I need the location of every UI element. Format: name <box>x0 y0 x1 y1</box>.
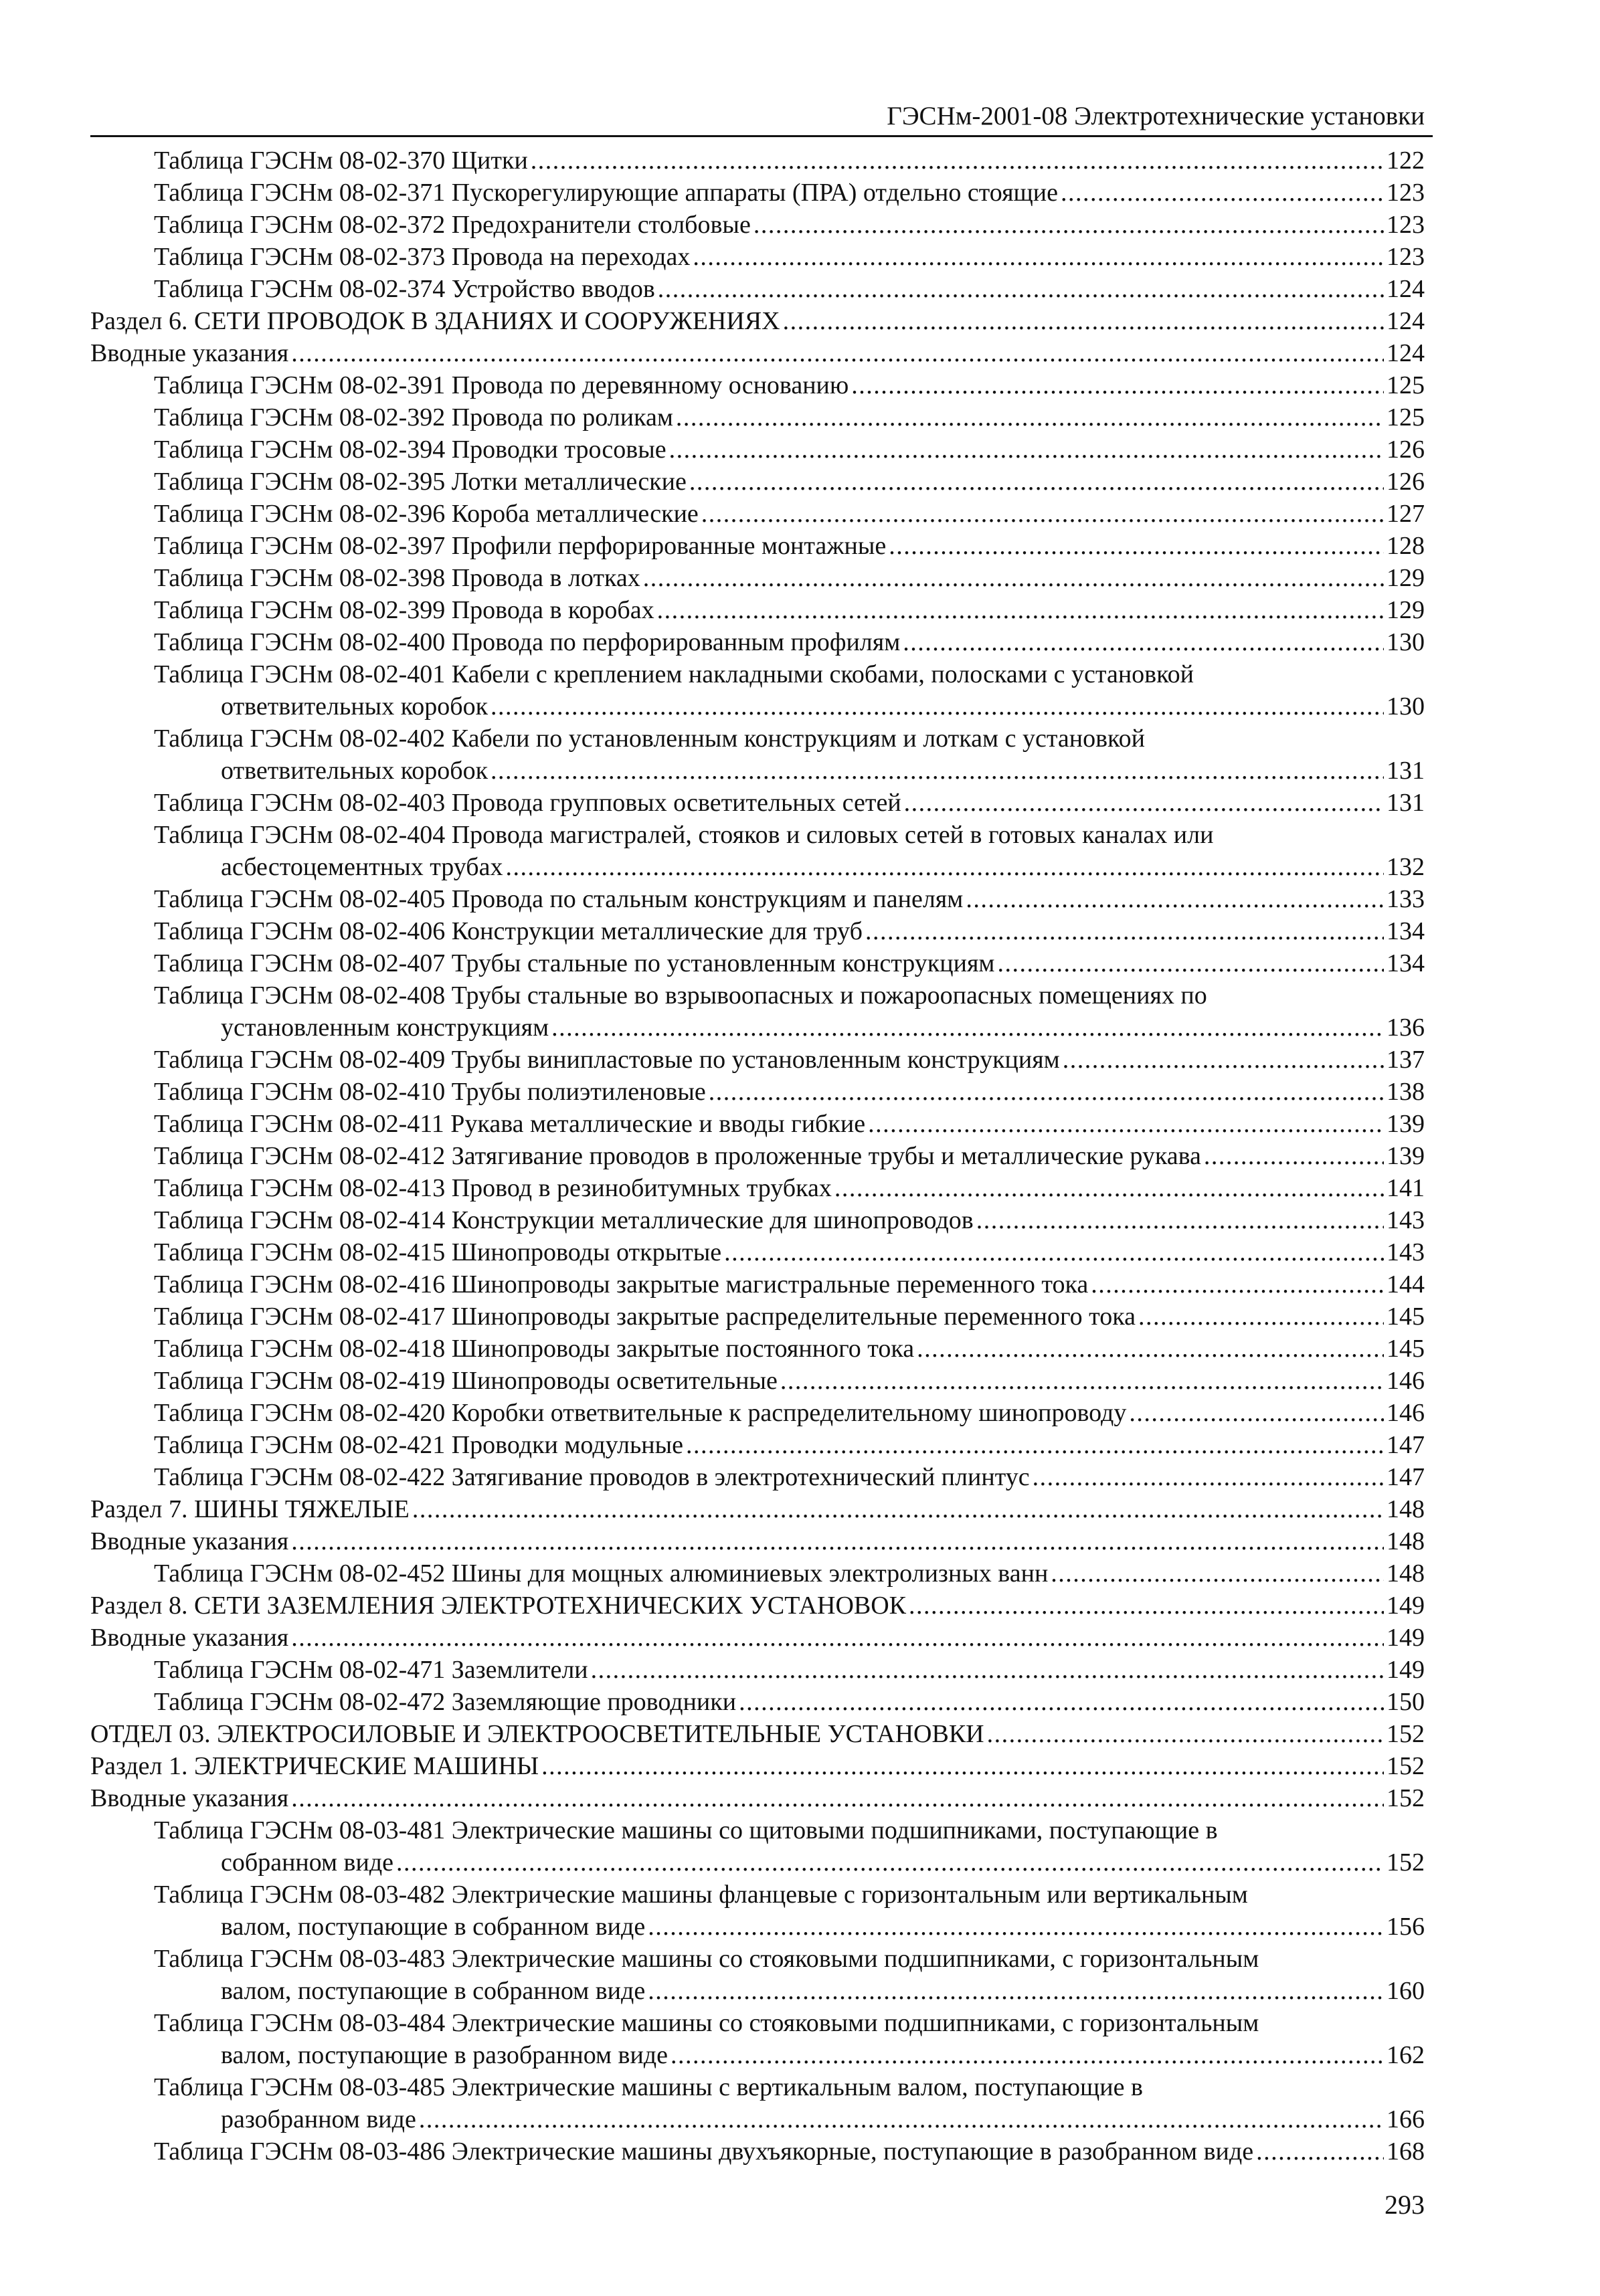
toc-entry-title: Таблица ГЭСНм 08-02-400 Провода по перфорированным профилям <box>154 628 901 656</box>
toc-entry <box>0 305 1600 337</box>
toc-entry-page-number: 126 <box>1387 436 1425 464</box>
toc-entry <box>0 1076 1600 1108</box>
dot-leader <box>506 851 1384 883</box>
dot-leader <box>1091 1268 1384 1301</box>
dot-leader <box>291 1622 1384 1654</box>
toc-entry <box>0 1493 1600 1525</box>
dot-leader <box>724 1236 1384 1268</box>
dot-leader <box>689 466 1384 498</box>
toc-entry <box>0 1172 1600 1204</box>
dot-leader <box>531 145 1384 177</box>
toc-entry-page-number: 130 <box>1387 628 1425 656</box>
toc-entry-title: Таблица ГЭСНм 08-02-399 Провода в коробах <box>154 596 654 624</box>
dot-leader <box>1051 1557 1384 1590</box>
dot-leader <box>987 1718 1384 1750</box>
toc-entry <box>0 145 1600 177</box>
toc-entry <box>0 2007 1600 2071</box>
toc-entry-page-number: 134 <box>1387 949 1425 977</box>
toc-entry-page-number: 139 <box>1387 1142 1425 1170</box>
toc-entry <box>0 177 1600 209</box>
toc-entry-title-continuation: ответвительных коробок <box>221 692 488 721</box>
toc-entry <box>0 562 1600 594</box>
toc-entry-page-number: 137 <box>1387 1046 1425 1074</box>
dot-leader <box>909 1590 1384 1622</box>
toc-entry-title: Таблица ГЭСНм 08-03-485 Электрические машины с вертикальным валом, поступающие в <box>154 2073 1143 2101</box>
dot-leader <box>591 1654 1384 1686</box>
dot-leader <box>1138 1301 1384 1333</box>
toc-entry-title: Таблица ГЭСНм 08-02-406 Конструкции металлические для труб <box>154 917 863 945</box>
toc-entry-page-number: 131 <box>1387 757 1425 785</box>
toc-entry <box>0 979 1600 1044</box>
dot-leader <box>491 755 1384 787</box>
toc-entry-title: Таблица ГЭСНм 08-02-413 Провод в резинобитумных трубках <box>154 1174 832 1202</box>
toc-entry-page-number: 149 <box>1387 1656 1425 1684</box>
dot-leader <box>1033 1461 1384 1493</box>
toc-entry <box>0 1429 1600 1461</box>
toc-entry-title: Таблица ГЭСНм 08-02-398 Провода в лотках <box>154 564 640 592</box>
toc-entry-page-number: 122 <box>1387 147 1425 175</box>
toc-entry <box>0 466 1600 498</box>
running-head: ГЭСНм-2001-08 Электротехнические установки <box>887 102 1425 130</box>
toc-entry-title: Вводные указания <box>90 1527 289 1555</box>
toc-entry <box>0 1108 1600 1140</box>
dot-leader <box>1129 1397 1384 1429</box>
toc-entry <box>0 1686 1600 1718</box>
toc-entry-title: Таблица ГЭСНм 08-03-483 Электрические машины со стояковыми подшипниками, с горизонтальным <box>154 1945 1259 1973</box>
toc-entry <box>0 498 1600 530</box>
toc-entry <box>0 1879 1600 1943</box>
toc-entry-title: Таблица ГЭСНм 08-02-472 Заземляющие проводники <box>154 1688 737 1716</box>
toc-entry-page-number: 148 <box>1387 1527 1425 1555</box>
toc-entry-title: Таблица ГЭСНм 08-02-405 Провода по стальным конструкциям и панелям <box>154 885 964 913</box>
toc-entry-title: Таблица ГЭСНм 08-02-373 Провода на переходах <box>154 243 691 271</box>
dot-leader <box>701 498 1384 530</box>
toc-entry <box>0 1333 1600 1365</box>
toc-entry-title: Таблица ГЭСНм 08-02-402 Кабели по установленным конструкциям и лоткам с установкой <box>154 725 1145 753</box>
toc-entry-title: Таблица ГЭСНм 08-03-482 Электрические машины фланцевые с горизонтальным или вертикальным <box>154 1881 1248 1909</box>
toc-entry-title: Таблица ГЭСНм 08-02-397 Профили перфорированные монтажные <box>154 532 887 560</box>
dot-leader <box>889 530 1384 562</box>
toc-entry-page-number: 152 <box>1387 1848 1425 1877</box>
toc-entry <box>0 1268 1600 1301</box>
toc-entry-title-continuation: валом, поступающие в собранном виде <box>221 1913 646 1941</box>
dot-leader <box>671 2039 1384 2071</box>
toc-entry-page-number: 138 <box>1387 1078 1425 1106</box>
toc-entry-title: Раздел 7. ШИНЫ ТЯЖЕЛЫЕ <box>90 1495 410 1523</box>
toc-entry-page-number: 125 <box>1387 371 1425 399</box>
toc-entry-page-number: 124 <box>1387 339 1425 367</box>
dot-leader <box>291 337 1384 369</box>
dot-leader <box>291 1782 1384 1814</box>
toc-entry <box>0 1140 1600 1172</box>
toc-entry <box>0 947 1600 979</box>
toc-entry <box>0 1590 1600 1622</box>
toc-entry-title: Таблица ГЭСНм 08-02-411 Рукава металлические и вводы гибкие <box>154 1110 866 1138</box>
dot-leader <box>412 1493 1384 1525</box>
toc-entry <box>0 1397 1600 1429</box>
toc-entry-title-continuation: асбестоцементных трубах <box>221 853 503 881</box>
toc-entry-page-number: 145 <box>1387 1303 1425 1331</box>
toc-entry-page-number: 166 <box>1387 2105 1425 2133</box>
dot-leader <box>648 1975 1384 2007</box>
dot-leader <box>419 2103 1384 2135</box>
toc-entry-page-number: 129 <box>1387 564 1425 592</box>
toc-entry-page-number: 152 <box>1387 1752 1425 1780</box>
toc-entry-page-number: 168 <box>1387 2137 1425 2166</box>
toc-entry <box>0 1654 1600 1686</box>
toc-entry <box>0 209 1600 241</box>
toc-entry-title-continuation: валом, поступающие в разобранном виде <box>221 2041 669 2069</box>
toc-entry-title: Раздел 8. СЕТИ ЗАЗЕМЛЕНИЯ ЭЛЕКТРОТЕХНИЧЕСКИХ УСТАНОВОК <box>90 1592 907 1620</box>
toc-entry <box>0 915 1600 947</box>
dot-leader <box>291 1525 1384 1557</box>
toc-entry-title: Таблица ГЭСНм 08-02-420 Коробки ответвительные к распределительному шинопроводу <box>154 1399 1127 1427</box>
toc-entry-title-continuation: валом, поступающие в собранном виде <box>221 1977 646 2005</box>
toc-entry-title: Таблица ГЭСНм 08-02-452 Шины для мощных алюминиевых электролизных ванн <box>154 1559 1049 1588</box>
dot-leader <box>1204 1140 1384 1172</box>
toc-entry-title-continuation: собранном виде <box>221 1848 394 1877</box>
toc-entry-title: Таблица ГЭСНм 08-02-403 Провода групповых осветительных сетей <box>154 789 901 817</box>
toc-entry <box>0 658 1600 723</box>
toc-entry-page-number: 160 <box>1387 1977 1425 2005</box>
dot-leader <box>904 787 1384 819</box>
toc-entry <box>0 819 1600 883</box>
dot-leader <box>686 1429 1384 1461</box>
dot-leader <box>976 1204 1384 1236</box>
page-number: 293 <box>1385 2190 1425 2220</box>
toc-entry-page-number: 124 <box>1387 307 1425 335</box>
toc-entry-title: Таблица ГЭСНм 08-02-394 Проводки тросовые <box>154 436 666 464</box>
toc-entry <box>0 1461 1600 1493</box>
toc-entry-page-number: 149 <box>1387 1592 1425 1620</box>
toc-entry <box>0 337 1600 369</box>
toc-entry <box>0 1204 1600 1236</box>
toc-entry-title-continuation: ответвительных коробок <box>221 757 488 785</box>
toc-entry-title: Таблица ГЭСНм 08-02-372 Предохранители столбовые <box>154 211 751 239</box>
toc-entry-title: Таблица ГЭСНм 08-02-421 Проводки модульные <box>154 1431 684 1459</box>
toc-entry-title: Таблица ГЭСНм 08-03-484 Электрические машины со стояковыми подшипниками, с горизонтальным <box>154 2009 1259 2037</box>
dot-leader <box>396 1846 1384 1879</box>
toc-entry <box>0 1365 1600 1397</box>
header-rule <box>90 135 1433 137</box>
dot-leader <box>676 401 1384 434</box>
dot-leader <box>851 369 1384 401</box>
toc-entry-title: Таблица ГЭСНм 08-02-409 Трубы винипластовые по установленным конструкциям <box>154 1046 1060 1074</box>
toc-entry-title: Таблица ГЭСНм 08-02-418 Шинопроводы закрытые постоянного тока <box>154 1335 915 1363</box>
dot-leader <box>669 434 1384 466</box>
table-of-contents <box>0 145 1600 2168</box>
toc-entry-title: Раздел 6. СЕТИ ПРОВОДОК В ЗДАНИЯХ И СООРУЖЕНИЯХ <box>90 307 780 335</box>
toc-entry-title-continuation: установленным конструкциям <box>221 1014 549 1042</box>
dot-leader <box>1061 177 1384 209</box>
toc-entry-page-number: 123 <box>1387 179 1425 207</box>
toc-entry-title: Таблица ГЭСНм 08-03-486 Электрические машины двухъякорные, поступающие в разобранном виде <box>154 2137 1254 2166</box>
dot-leader <box>917 1333 1384 1365</box>
toc-entry-page-number: 141 <box>1387 1174 1425 1202</box>
toc-entry <box>0 1525 1600 1557</box>
toc-entry-page-number: 150 <box>1387 1688 1425 1716</box>
dot-leader <box>643 562 1384 594</box>
toc-entry-title: Таблица ГЭСНм 08-02-371 Пускорегулирующие аппараты (ПРА) отдельно стоящие <box>154 179 1059 207</box>
toc-entry-page-number: 130 <box>1387 692 1425 721</box>
toc-entry-page-number: 129 <box>1387 596 1425 624</box>
toc-entry <box>0 2135 1600 2168</box>
toc-entry-title: ОТДЕЛ 03. ЭЛЕКТРОСИЛОВЫЕ И ЭЛЕКТРООСВЕТИТЕЛЬНЫЕ УСТАНОВКИ <box>90 1720 984 1748</box>
toc-entry-title: Таблица ГЭСНм 08-02-395 Лотки металлические <box>154 468 687 496</box>
toc-entry <box>0 1622 1600 1654</box>
toc-entry-title: Таблица ГЭСНм 08-02-391 Провода по деревянному основанию <box>154 371 849 399</box>
toc-entry-title: Таблица ГЭСНм 08-02-414 Конструкции металлические для шинопроводов <box>154 1206 974 1234</box>
toc-entry <box>0 241 1600 273</box>
toc-entry <box>0 1750 1600 1782</box>
toc-entry-page-number: 146 <box>1387 1399 1425 1427</box>
dot-leader <box>648 1911 1384 1943</box>
dot-leader <box>551 1012 1384 1044</box>
toc-entry-page-number: 124 <box>1387 275 1425 303</box>
toc-entry-page-number: 148 <box>1387 1559 1425 1588</box>
dot-leader <box>1256 2135 1384 2168</box>
toc-entry-title: Вводные указания <box>90 339 289 367</box>
dot-leader <box>903 626 1384 658</box>
toc-entry-title: Таблица ГЭСНм 08-02-392 Провода по роликам <box>154 403 673 432</box>
dot-leader <box>780 1365 1384 1397</box>
dot-leader <box>966 883 1384 915</box>
toc-entry <box>0 626 1600 658</box>
dot-leader <box>541 1750 1384 1782</box>
toc-entry-title: Таблица ГЭСНм 08-03-481 Электрические машины со щитовыми подшипниками, поступающие в <box>154 1816 1218 1844</box>
toc-entry-title: Раздел 1. ЭЛЕКТРИЧЕСКИЕ МАШИНЫ <box>90 1752 539 1780</box>
toc-entry-page-number: 123 <box>1387 211 1425 239</box>
toc-entry-page-number: 132 <box>1387 853 1425 881</box>
toc-entry-page-number: 162 <box>1387 2041 1425 2069</box>
toc-entry-page-number: 125 <box>1387 403 1425 432</box>
toc-entry-page-number: 147 <box>1387 1463 1425 1491</box>
toc-entry-page-number: 126 <box>1387 468 1425 496</box>
toc-entry-title: Вводные указания <box>90 1624 289 1652</box>
dot-leader <box>739 1686 1384 1718</box>
toc-entry <box>0 401 1600 434</box>
dot-leader <box>693 241 1384 273</box>
toc-entry-page-number: 149 <box>1387 1624 1425 1652</box>
dot-leader <box>834 1172 1384 1204</box>
dot-leader <box>868 1108 1384 1140</box>
dot-leader <box>709 1076 1384 1108</box>
toc-entry-page-number: 152 <box>1387 1784 1425 1812</box>
dot-leader <box>657 594 1384 626</box>
toc-entry <box>0 1782 1600 1814</box>
toc-entry <box>0 883 1600 915</box>
toc-entry <box>0 369 1600 401</box>
toc-entry-title: Вводные указания <box>90 1784 289 1812</box>
dot-leader <box>491 690 1384 723</box>
toc-entry-page-number: 152 <box>1387 1720 1425 1748</box>
toc-entry-title: Таблица ГЭСНм 08-02-401 Кабели с креплением накладными скобами, полосками с установкой <box>154 660 1194 688</box>
toc-entry-page-number: 139 <box>1387 1110 1425 1138</box>
toc-entry <box>0 434 1600 466</box>
toc-entry-title-continuation: разобранном виде <box>221 2105 416 2133</box>
toc-entry-page-number: 148 <box>1387 1495 1425 1523</box>
dot-leader <box>865 915 1384 947</box>
toc-entry <box>0 530 1600 562</box>
toc-entry <box>0 2071 1600 2135</box>
toc-entry <box>0 594 1600 626</box>
toc-entry <box>0 273 1600 305</box>
toc-entry-page-number: 156 <box>1387 1913 1425 1941</box>
toc-entry-page-number: 143 <box>1387 1206 1425 1234</box>
toc-entry-title: Таблица ГЭСНм 08-02-407 Трубы стальные по установленным конструкциям <box>154 949 995 977</box>
toc-entry <box>0 1943 1600 2007</box>
toc-entry-page-number: 146 <box>1387 1367 1425 1395</box>
dot-leader <box>658 273 1384 305</box>
toc-entry-page-number: 144 <box>1387 1270 1425 1299</box>
toc-entry-page-number: 127 <box>1387 500 1425 528</box>
dot-leader <box>1063 1044 1384 1076</box>
toc-entry <box>0 1557 1600 1590</box>
toc-entry-page-number: 147 <box>1387 1431 1425 1459</box>
toc-entry-title: Таблица ГЭСНм 08-02-471 Заземлители <box>154 1656 588 1684</box>
toc-entry-title: Таблица ГЭСНм 08-02-422 Затягивание проводов в электротехнический плинтус <box>154 1463 1030 1491</box>
toc-entry <box>0 1814 1600 1879</box>
toc-entry <box>0 787 1600 819</box>
toc-entry-title: Таблица ГЭСНм 08-02-412 Затягивание проводов в проложенные трубы и металлические рукава <box>154 1142 1201 1170</box>
toc-entry <box>0 1718 1600 1750</box>
toc-entry-page-number: 123 <box>1387 243 1425 271</box>
toc-entry <box>0 1301 1600 1333</box>
toc-entry <box>0 1236 1600 1268</box>
dot-leader <box>753 209 1384 241</box>
toc-entry-title: Таблица ГЭСНм 08-02-374 Устройство вводов <box>154 275 655 303</box>
toc-entry <box>0 723 1600 787</box>
toc-entry-title: Таблица ГЭСНм 08-02-417 Шинопроводы закрытые распределительные переменного тока <box>154 1303 1136 1331</box>
toc-entry-title: Таблица ГЭСНм 08-02-404 Провода магистралей, стояков и силовых сетей в готовых каналах или <box>154 821 1214 849</box>
toc-entry-page-number: 143 <box>1387 1238 1425 1266</box>
toc-entry-page-number: 131 <box>1387 789 1425 817</box>
toc-entry-title: Таблица ГЭСНм 08-02-419 Шинопроводы осветительные <box>154 1367 778 1395</box>
toc-entry-page-number: 134 <box>1387 917 1425 945</box>
toc-entry <box>0 1044 1600 1076</box>
toc-entry-page-number: 128 <box>1387 532 1425 560</box>
toc-entry-page-number: 136 <box>1387 1014 1425 1042</box>
dot-leader <box>997 947 1384 979</box>
toc-entry-title: Таблица ГЭСНм 08-02-415 Шинопроводы открытые <box>154 1238 722 1266</box>
toc-entry-page-number: 133 <box>1387 885 1425 913</box>
toc-entry-title: Таблица ГЭСНм 08-02-396 Короба металлические <box>154 500 699 528</box>
toc-entry-page-number: 145 <box>1387 1335 1425 1363</box>
toc-entry-title: Таблица ГЭСНм 08-02-416 Шинопроводы закрытые магистральные переменного тока <box>154 1270 1089 1299</box>
toc-entry-title: Таблица ГЭСНм 08-02-410 Трубы полиэтиленовые <box>154 1078 706 1106</box>
dot-leader <box>783 305 1384 337</box>
toc-entry-title: Таблица ГЭСНм 08-02-370 Щитки <box>154 147 528 175</box>
toc-entry-title: Таблица ГЭСНм 08-02-408 Трубы стальные во взрывоопасных и пожароопасных помещениях по <box>154 981 1207 1010</box>
